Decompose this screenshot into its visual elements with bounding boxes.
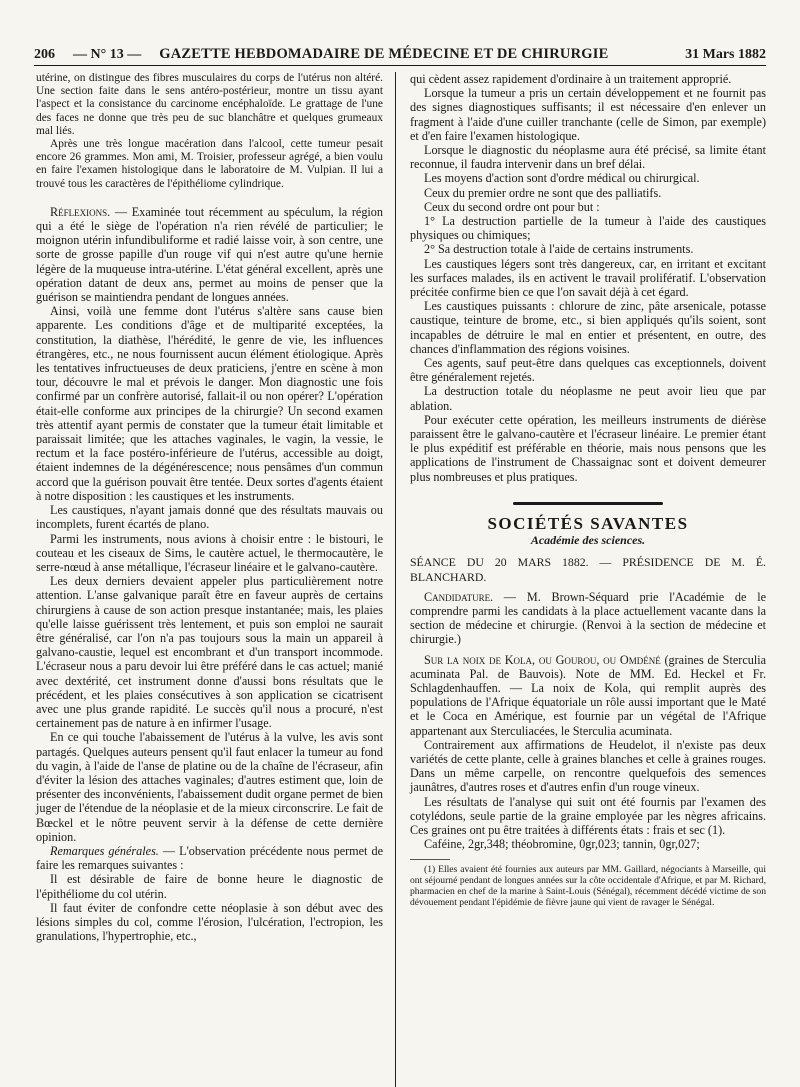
paragraph: Ceux du second ordre ont pour but : <box>424 199 600 214</box>
paragraph: Ces agents, sauf peut-être dans quelques cas exceptionnels, doivent être généralement rejetés. <box>410 356 766 385</box>
paragraph: Caféine, 2gr,348; théobromine, 0gr,023; tannin, 0gr,027; <box>424 837 700 852</box>
paragraph-body: (graines de Sterculia acuminata Pal. de Bauvois). Note de MM. Ed. Heckel et Fr. Schlagdenhauffen. — La noix de Kola, qui remplit auprès des populations de l'Afrique équatoriale un rôle aussi important que le Maté et le Coca en Amérique, est fournie par un végétal de l'Afrique appartenant aux Sterculiacées, le Sterculia acuminata. <box>410 652 766 738</box>
paragraph-remarques <box>36 844 383 872</box>
paragraph: Il faut éviter de confondre cette néoplasie à son début avec des lésions simples du col, comme l'érosion, l'ulcération, l'ectropion, les granulations, l'hypertrophie, etc., <box>36 900 383 944</box>
footnote-divider <box>410 859 450 860</box>
paragraph: Il est désirable de faire de bonne heure le diagnostic de l'épithéliome du col utérin. <box>36 872 383 901</box>
paragraph: Les résultats de l'analyse qui suit ont été fournis par l'examen des cotylédons, seule partie de la graine employée par les nègres africains. Ces graines ont pu être traitées à différents états : frais et sec (1). <box>410 794 766 837</box>
paragraph-lead: Candidature. <box>424 589 494 604</box>
paragraph: En ce qui touche l'abaissement de l'utérus à la vulve, les avis sont partagés. Quelques auteurs pensent qu'il faut enlacer la tumeur au fond du vagin, à l'aide de l'anse de platine ou de la chaîne de l'écraseur, afin d'éviter la lésion des attaches vaginales; d'autres estiment que, loin de présenter des inconvénients, l'abaissement dudit organe permet de bien juger de l'étendue de la néoplasie et de la mieux circonscrire. Le fait de Bœckel et le nôtre peuvent servir à la défense de cette dernière opinion. <box>36 730 383 844</box>
two-column-body <box>36 72 766 1087</box>
paragraph-body: — M. Brown-Séquard prie l'Académie de le comprendre parmi les candidats à la place actuellement vacante dans la section de médecine et chirurgie. (Renvoi à la section de médecine et chirurgie.) <box>410 589 766 647</box>
seance-line: SÉANCE DU 20 MARS 1882. — PRÉSIDENCE DE M. É. BLANCHARD. <box>410 555 766 584</box>
paragraph-lead: Réflexions. <box>50 204 111 219</box>
section-divider <box>513 502 663 505</box>
paragraph: Pour exécuter cette opération, les meilleurs instruments de diérèse paraissent être le galvano-cautère et l'écraseur linéaire. Le premier étant le plus expéditif est préférable en théorie, mais nous pensons que les applications de l'instrument de Chassaignac sont et doivent demeurer plus nombreuses et plus pratiques. <box>410 412 766 484</box>
section-title: SOCIÉTÉS SAVANTES <box>487 513 689 533</box>
paragraph: Ceux du premier ordre ne sont que des palliatifs. <box>424 185 662 200</box>
paragraph: Les caustiques légers sont très dangereux, car, en irritant et excitant les surfaces malades, ils en activent le travail prolifératif. L'observation précitée confirme bien ce que l'on savait déjà à cet égard. <box>410 256 766 300</box>
paragraph: Après une très longue macération dans l'alcool, cette tumeur pesait encore 26 grammes. Mon ami, M. Troisier, professeur agrégé, a bien voulu en faire l'examen histologique dans le laboratoire de M. Vulpian. Il lui a trouvé tous les caractères de l'épithéliome cylindrique. <box>36 138 383 190</box>
paragraph: La destruction totale du néoplasme ne peut avoir lieu que par ablation. <box>410 384 766 413</box>
footnote: (1) Elles avaient été fournies aux auteurs par MM. Gaillard, négociants à Marseille, qui ont séjourné pendant de longues années sur la côte occidentale d'Afrique, et par M. Richard, pharmacien en chef de la marine à Saint-Louis (Sénégal), récemment décédé victime de son dévouement pendant l'épidémie de fièvre jaune qui vient de ravager le Sénégal. <box>410 864 766 909</box>
paragraph: Lorsque le diagnostic du néoplasme aura été précisé, sa limite étant reconnue, il faudra intervenir dans un bref délai. <box>410 143 766 172</box>
paragraph: Ainsi, voilà une femme dont l'utérus s'altère sans cause bien apparente. Les conditions d'âge et de multiparité exceptées, la constitution, la diathèse, l'hérédité, le genre de vie, les influences étrangères, etc., ne nous fournissent aucun élément étiologique. Après les tentatives infructueuses de deux praticiens, j'entre en scène à mon tour, découvre le mal et prévois le danger. Mon diagnostic une fois confirmé par un confrère autorisé, fallait-il ou non opérer? L'opération était-elle conforme aux principes de la chirurgie? Un second examen très attentif ayant permis de constater que la tumeur était limitable et paraissait limitée; que les attaches vaginales, le vagin, la vessie, le rectum et la face postéro-inférieure de l'utérus, accessible au doigt, étaient indemnes de la dégénérescence; nous pensâmes d'un commun accord que la guérison pouvait être tentée. Deux sortes d'agents étaient à notre disposition : les caustiques et les instruments. <box>36 304 383 503</box>
paragraph: Lorsque la tumeur a pris un certain développement et ne fournit pas des signes diagnostiques suffisants; il est nécessaire d'en enlever un fragment à l'aide d'une cuiller tranchante (celle de Simon, par exemple) et d'en faire l'examen histologique. <box>410 86 766 143</box>
subsection-title: Académie des sciences. <box>530 533 646 548</box>
left-column <box>36 72 396 1087</box>
issue-number: — N° 13 — <box>73 47 142 62</box>
paragraph: qui cèdent assez rapidement d'ordinaire à un traitement approprié. <box>410 72 732 86</box>
journal-title: GAZETTE HEBDOMADAIRE DE MÉDECINE ET DE CHIRURGIE <box>159 46 609 62</box>
running-header <box>34 40 766 66</box>
issue-date: 31 Mars 1882 <box>685 47 766 62</box>
paragraph-lead: Sur la noix de Kola, ou Gourou, ou Omdéné <box>424 652 661 667</box>
paragraph-body: — L'observation précédente nous permet de faire les remarques suivantes : <box>36 843 383 873</box>
paragraph: utérine, on distingue des fibres musculaires du corps de l'utérus non altéré. Une section faite dans le sens antéro-postérieur, montre un tissu ayant l'aspect et la consistance du carcinome encéphaloïde. Le grattage de l'une des faces ne donne que très peu de suc blanchâtre et quelques grumeaux mal liés. <box>36 72 383 137</box>
paragraph: Les deux derniers devaient appeler plus particulièrement notre attention. L'anse galvanique paraît être en faveur auprès de certains chirurgiens à cause de son action presque instantanée; mais, les plaies qu'elle laisse guérissent très lentement, et puis son emploi ne saurait être généralisé, car l'on n'a pas toujours sous la main un appareil à galvano-caustie, lequel est encombrant et d'un transport incommode. L'écraseur nous a paru devoir lui être préféré dans le cas actuel; manié avec dextérité, cet instrument donne d'aussi bons résultats que le précédent, et les plaies consécutives à son application se cicatrisent avec une plus grande rapidité. Le succès qu'il nous a procuré, n'est certainement pas de nature à en infirmer l'usage. <box>36 574 383 731</box>
paragraph: Les caustiques, n'ayant jamais donné que des résultats mauvais ou incomplets, furent écartés de plano. <box>36 503 383 532</box>
paragraph-reflexions <box>36 205 383 304</box>
paragraph: 1° La destruction partielle de la tumeur à l'aide des caustiques physiques ou chimiques; <box>410 214 766 243</box>
paragraph-kola <box>410 653 766 738</box>
right-column <box>396 72 766 1087</box>
paragraph-lead: Remarques générales. <box>50 843 159 858</box>
paragraph: Contrairement aux affirmations de Heudelot, il n'existe pas deux variétés de cette plante, celle à graines blanches et celle à graines rouges. Dans un même carpelle, on rencontre quelquefois des semences jaunâtres, d'autres roses et d'autres enfin d'un rouge vineux. <box>410 737 766 795</box>
paragraph-body: — Examinée tout récemment au spéculum, la région qui a été le siège de l'opération n'a rien révélé de particulier; le moignon utérin infundibuliforme et radié laisse voir, à son centre, une sorte de grosse papille d'un rouge vif qui n'est autre qu'une hernie légère de la muqueuse intra-utérine. L'état général excellent, après une opération datant de deux ans, permet au moins de penser que la guérison se maintiendra pendant de longues années. <box>36 204 383 305</box>
page-number: 206 <box>34 47 55 62</box>
paragraph: Les moyens d'action sont d'ordre médical ou chirurgical. <box>424 171 700 186</box>
paragraph: Parmi les instruments, nous avions à choisir entre : le bistouri, le couteau et les ciseaux de Sims, le cautère actuel, le thermocautère, le serre-nœud à anse métallique, l'écraseur linéaire et le galvano-cautère. <box>36 531 383 574</box>
paragraph-candidature <box>410 590 766 647</box>
paragraph: 2° Sa destruction totale à l'aide de certains instruments. <box>424 242 694 257</box>
paragraph: Les caustiques puissants : chlorure de zinc, pâte arsenicale, potasse caustique, teinture de brome, etc., si bien appliqués qu'ils soient, sont incapables de détruire le mal en entier et présentent, en outre, des chances d'inflammation des régions voisines. <box>410 299 766 356</box>
